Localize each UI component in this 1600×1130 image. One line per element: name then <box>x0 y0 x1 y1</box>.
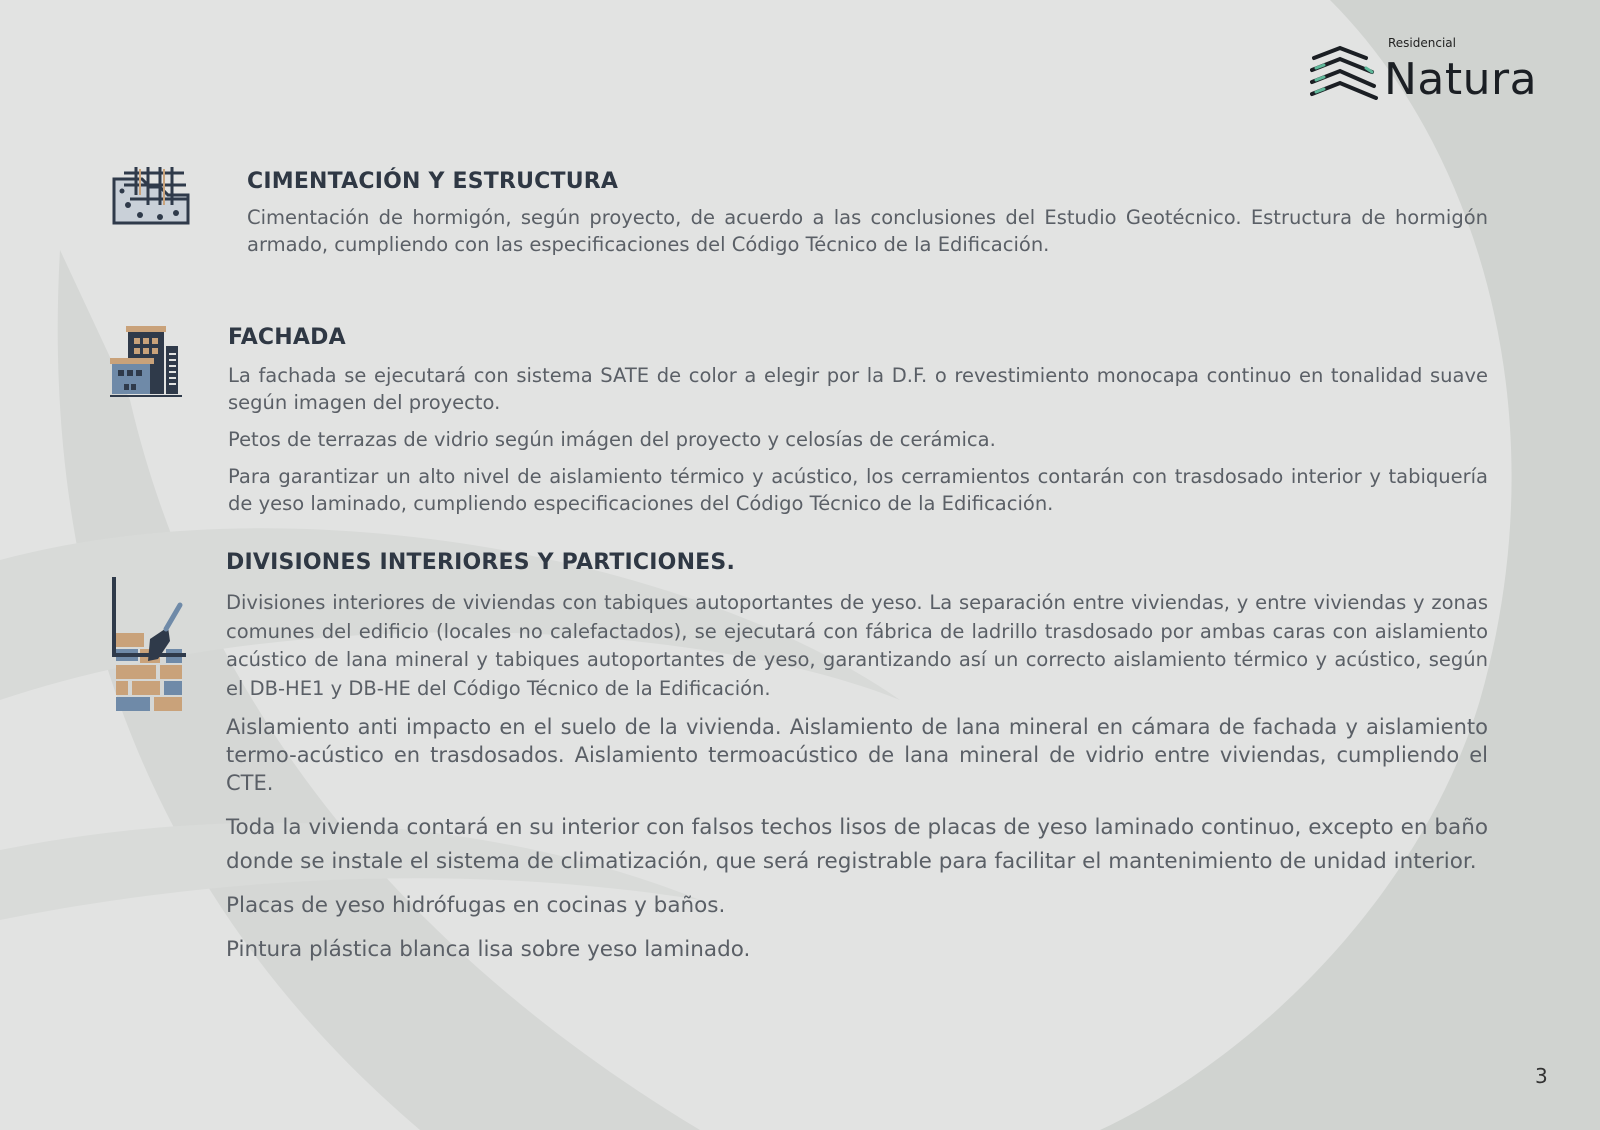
section-paragraph: Toda la vivienda contará en su interior con falsos techos lisos de placas de yeso laminado continuo, excepto en baño donde se instale el sistema de climatización, que será registrable para facilitar el mantenimiento de unidad interior. <box>226 815 1488 874</box>
section-paragraph: Pintura plástica blanca lisa sobre yeso laminado. <box>226 937 751 962</box>
content <box>0 168 1600 967</box>
logo <box>1310 36 1540 105</box>
section-fachada <box>0 324 1600 549</box>
section-paragraph: Placas de yeso hidrófugas en cocinas y baños. <box>226 893 726 918</box>
section-title: DIVISIONES INTERIORES Y PARTICIONES. <box>226 550 736 575</box>
section-body <box>247 168 1488 274</box>
logo-small-text: Residencial <box>1388 36 1456 50</box>
section-paragraph: Petos de terrazas de vidrio según imágen del proyecto y celosías de cerámica. <box>228 428 996 451</box>
section-paragraph: La fachada se ejecutará con sistema SATE de color a elegir por la D.F. o revestimiento monocapa continuo en tonalidad suave según imagen del proyecto. <box>228 364 1488 414</box>
section-title: CIMENTACIÓN Y ESTRUCTURA <box>247 169 619 194</box>
section-paragraph: Para garantizar un alto nivel de aislamiento térmico y acústico, los cerramientos contarán con trasdosado interior y tabiquería de yeso laminado, cumpliendo especificaciones del Código Técnico de la Edificación. <box>228 465 1488 515</box>
section-paragraph: Aislamiento anti impacto en el suelo de la vivienda. Aislamiento de lana mineral en cámara de fachada y aislamiento termo-acústico en trasdosados. Aislamiento termoacústico de lana mineral de vidrio entre viviendas, cumpliendo el CTE. <box>226 715 1488 795</box>
building-facade-icon <box>110 326 182 398</box>
section-paragraph: Divisiones interiores de viviendas con tabiques autoportantes de yeso. La separación entre viviendas, y entre viviendas y zonas comunes del edificio (locales no calefactados), se ejecutará con fábrica de ladrillo trasdosado por ambas caras con aislamiento acústico de lana mineral y tabiques autoportantes de yeso, garantizando así un correcto aislamiento térmico y acústico, según el DB-HE1 y DB-HE del Código Técnico de la Edificación. <box>226 591 1488 700</box>
foundation-rebar-icon <box>110 165 196 229</box>
brick-wall-trowel-icon <box>110 575 186 711</box>
page-number: 3 <box>1535 1064 1548 1088</box>
section-divisiones <box>0 549 1600 967</box>
section-cimentacion <box>0 168 1600 324</box>
logo-big-text: Natura <box>1384 54 1538 105</box>
section-body <box>226 549 1488 967</box>
section-paragraph: Cimentación de hormigón, según proyecto, de acuerdo a las conclusiones del Estudio Geotécnico. Estructura de hormigón armado, cumpliendo con las especificaciones del Código Técnico de la Edificación. <box>247 206 1488 256</box>
logo-roof-icon <box>1310 44 1380 100</box>
section-body <box>228 324 1488 533</box>
section-title: FACHADA <box>228 325 346 350</box>
